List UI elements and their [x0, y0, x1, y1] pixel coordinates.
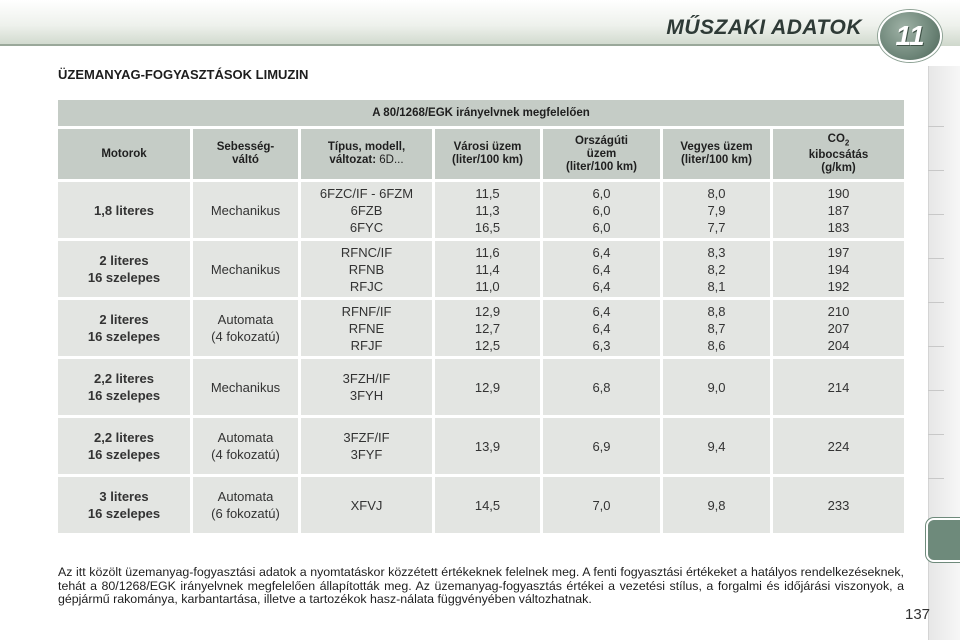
column-header-type — [301, 129, 435, 179]
cell-urban-value: 12,5 — [474, 337, 501, 353]
footnote-text: Az itt közölt üzemanyag-fogyasztási adatok a nyomtatáskor közzétett értékeknek felelnek meg. A fenti fogyasztási értékeket a hatályos rendelkezéseknek, tehát a 80/1268/EGK irányelvnek megfelelően állapították meg. Az üzemanyag-fogyasztás értékei a vezetési stílus, a forgalmi és időjárási viszonyok, a gépjármű rakománya, karbantartása, illetve a tartozékok hasz-nálata függvényében változhatnak. — [58, 565, 904, 606]
cell-co2-value: 207 — [827, 320, 850, 336]
cell-type-value: 6FZC/IF - 6FZM — [319, 185, 414, 201]
cell-urban — [435, 418, 543, 474]
cell-combined-value: 8,8 — [707, 303, 726, 319]
cell-type-value: 6FZB — [350, 202, 383, 218]
table-row — [58, 477, 904, 533]
cell-gearbox-line: (4 fokozatú) — [211, 329, 280, 344]
cell-co2 — [773, 359, 904, 415]
cell-extra-urban — [543, 477, 663, 533]
cell-urban-value: 11,5 — [475, 185, 500, 201]
cell-urban-value: 11,3 — [475, 202, 500, 218]
cell-extra-urban-value: 7,0 — [592, 497, 611, 513]
cell-combined-value: 7,7 — [707, 219, 726, 235]
fuel-consumption-table — [58, 97, 904, 536]
cell-co2 — [773, 477, 904, 533]
column-header-type-line: változat: — [329, 154, 377, 166]
table-row — [58, 300, 904, 356]
cell-motor-line: 16 szelepes — [87, 506, 161, 521]
cell-gearbox — [193, 418, 301, 474]
cell-motor-line: 2,2 literes — [94, 430, 154, 445]
page-number: 137 — [905, 606, 931, 623]
cell-combined-value: 8,3 — [707, 244, 726, 260]
cell-type — [301, 359, 435, 415]
cell-co2-value: 204 — [827, 337, 850, 353]
cell-gearbox — [193, 241, 301, 297]
cell-gearbox — [193, 477, 301, 533]
column-header-combined — [663, 129, 773, 179]
cell-urban — [435, 359, 543, 415]
cell-urban-value: 13,9 — [474, 438, 501, 454]
chapter-tab-divider — [928, 478, 944, 479]
cell-extra-urban-value: 6,4 — [592, 244, 611, 260]
cell-extra-urban — [543, 359, 663, 415]
cell-combined-value: 8,0 — [707, 185, 726, 201]
cell-extra-urban-value: 6,9 — [592, 438, 611, 454]
cell-co2 — [773, 418, 904, 474]
table-row — [58, 359, 904, 415]
cell-extra-urban — [543, 241, 663, 297]
cell-extra-urban-value: 6,3 — [592, 337, 611, 353]
cell-extra-urban — [543, 182, 663, 238]
cell-combined — [663, 241, 773, 297]
cell-urban — [435, 300, 543, 356]
cell-co2-value: 224 — [827, 438, 850, 454]
cell-gearbox-line: Automata — [217, 312, 274, 327]
cell-type-value: RFJF — [350, 337, 383, 353]
cell-combined-value: 9,0 — [707, 379, 726, 395]
cell-type-value: 3FZF/IF — [343, 430, 390, 445]
cell-extra-urban-value: 6,4 — [592, 261, 611, 277]
table-row — [58, 418, 904, 474]
column-header-co2-prefix: CO — [827, 132, 845, 145]
cell-motor — [58, 359, 193, 415]
column-header-extra-urban — [543, 129, 663, 179]
table-body — [58, 182, 904, 533]
cell-type — [301, 418, 435, 474]
cell-co2 — [773, 241, 904, 297]
cell-extra-urban — [543, 300, 663, 356]
cell-combined-value: 8,6 — [707, 337, 726, 353]
cell-type-value: XFVJ — [350, 497, 383, 513]
cell-type — [301, 477, 435, 533]
chapter-title: MŰSZAKI ADATOK — [666, 16, 862, 39]
cell-combined — [663, 300, 773, 356]
column-header-motor-label: Motorok — [101, 147, 147, 160]
cell-motor-line: 3 literes — [99, 489, 149, 504]
column-header-combined-line: Vegyes üzem — [680, 141, 753, 153]
cell-type — [301, 300, 435, 356]
cell-gearbox-line: (6 fokozatú) — [211, 506, 280, 521]
cell-co2-value: 187 — [827, 202, 850, 218]
cell-type-value: RFNC/IF — [340, 244, 393, 260]
section-title: ÜZEMANYAG-FOGYASZTÁSOK LIMUZIN — [58, 67, 309, 82]
table-row — [58, 182, 904, 238]
cell-gearbox — [193, 182, 301, 238]
table-row — [58, 241, 904, 297]
column-header-motor — [58, 129, 193, 179]
cell-motor — [58, 182, 193, 238]
cell-type-value: 3FZH/IF — [342, 371, 391, 386]
column-header-gearbox-line: váltó — [232, 154, 259, 166]
cell-urban-value: 12,7 — [474, 320, 501, 336]
cell-type-value: 3FYH — [349, 388, 384, 403]
chapter-number-badge-icon — [878, 10, 942, 62]
cell-motor-line: 16 szelepes — [87, 270, 161, 285]
cell-combined — [663, 418, 773, 474]
cell-motor-line: 16 szelepes — [87, 329, 161, 344]
column-header-extra-line: üzem — [586, 147, 617, 160]
cell-type-value: 3FYF — [350, 447, 383, 462]
column-header-type-line: Típus, modell, — [327, 141, 406, 153]
cell-motor-line: 2 literes — [99, 253, 149, 268]
table-group-header: A 80/1268/EGK irányelvnek megfelelően — [58, 100, 904, 126]
cell-type-value: RFNB — [348, 261, 385, 277]
chapter-tab-divider — [928, 434, 944, 435]
cell-co2-value: 194 — [827, 261, 850, 277]
column-header-urban-line: (liter/100 km) — [452, 154, 523, 166]
column-header-urban — [435, 129, 543, 179]
cell-type — [301, 182, 435, 238]
cell-motor-line: 1,8 literes — [94, 202, 154, 218]
cell-extra-urban-value: 6,4 — [592, 303, 611, 319]
cell-co2-value: 197 — [827, 244, 850, 260]
cell-co2-value: 210 — [827, 303, 850, 319]
cell-gearbox-line: Automata — [217, 430, 274, 445]
cell-extra-urban-value: 6,4 — [592, 278, 611, 294]
cell-motor — [58, 241, 193, 297]
cell-co2-value: 214 — [827, 379, 850, 395]
cell-co2-value: 192 — [827, 278, 850, 294]
cell-motor-line: 16 szelepes — [87, 388, 161, 403]
cell-type — [301, 241, 435, 297]
cell-combined-value: 8,2 — [707, 261, 726, 277]
cell-combined-value: 7,9 — [707, 202, 726, 218]
chapter-tab-divider — [928, 258, 944, 259]
cell-urban-value: 11,6 — [475, 244, 500, 260]
column-header-extra-line: Országúti — [574, 134, 629, 147]
column-header-co2-subscript: 2 — [844, 138, 850, 148]
cell-gearbox-line: (4 fokozatú) — [211, 447, 280, 462]
column-header-type-suffix: 6D... — [379, 154, 404, 166]
cell-urban — [435, 241, 543, 297]
chapter-tab-divider — [928, 214, 944, 215]
cell-gearbox-line: Automata — [217, 489, 274, 504]
column-header-co2-line: (g/km) — [821, 162, 856, 175]
cell-urban-value: 12,9 — [474, 303, 501, 319]
cell-type-value: RFNF/IF — [341, 303, 392, 319]
cell-combined — [663, 477, 773, 533]
cell-motor — [58, 300, 193, 356]
cell-extra-urban-value: 6,8 — [592, 379, 611, 395]
cell-urban-value: 11,0 — [475, 278, 500, 294]
cell-extra-urban-value: 6,0 — [592, 185, 611, 201]
cell-urban-value: 16,5 — [474, 219, 501, 235]
cell-extra-urban-value: 6,0 — [592, 202, 611, 218]
column-header-urban-line: Városi üzem — [453, 141, 522, 153]
column-header-gearbox — [193, 129, 301, 179]
chapter-tab-icon[interactable] — [926, 518, 960, 562]
chapter-tab-divider — [928, 170, 944, 171]
cell-combined — [663, 359, 773, 415]
cell-motor — [58, 477, 193, 533]
cell-co2 — [773, 300, 904, 356]
cell-co2-value: 233 — [827, 497, 850, 513]
column-header-co2 — [773, 129, 904, 179]
header-divider — [0, 44, 880, 46]
cell-urban-value: 12,9 — [474, 379, 501, 395]
cell-extra-urban-value: 6,4 — [592, 320, 611, 336]
column-header-combined-line: (liter/100 km) — [681, 154, 752, 166]
cell-combined-value: 8,7 — [707, 320, 726, 336]
cell-combined-value: 8,1 — [707, 278, 726, 294]
cell-extra-urban — [543, 418, 663, 474]
cell-urban-value: 14,5 — [474, 497, 501, 513]
chapter-tab-divider — [928, 302, 944, 303]
cell-co2-value: 183 — [827, 219, 850, 235]
cell-gearbox-line: Mechanikus — [210, 202, 281, 218]
cell-co2 — [773, 182, 904, 238]
chapter-tab-divider — [928, 390, 944, 391]
cell-gearbox — [193, 359, 301, 415]
column-header-gearbox-line: Sebesség- — [216, 141, 275, 153]
chapter-tab-divider — [928, 346, 944, 347]
cell-co2-value: 190 — [827, 185, 850, 201]
cell-combined — [663, 182, 773, 238]
cell-urban — [435, 477, 543, 533]
cell-urban-value: 11,4 — [475, 261, 500, 277]
cell-motor-line: 2,2 literes — [94, 371, 154, 386]
cell-extra-urban-value: 6,0 — [592, 219, 611, 235]
cell-gearbox-line: Mechanikus — [210, 261, 281, 277]
cell-type-value: RFNE — [348, 320, 385, 336]
column-header-co2-line: kibocsátás — [808, 149, 869, 162]
cell-type-value: RFJC — [349, 278, 384, 294]
cell-motor-line: 2 literes — [99, 312, 149, 327]
cell-combined-value: 9,4 — [707, 438, 726, 454]
cell-motor — [58, 418, 193, 474]
cell-motor-line: 16 szelepes — [87, 447, 161, 462]
cell-urban — [435, 182, 543, 238]
chapter-tab-divider — [928, 126, 944, 127]
column-header-extra-line: (liter/100 km) — [566, 160, 637, 173]
cell-type-value: 6FYC — [349, 219, 384, 235]
cell-gearbox — [193, 300, 301, 356]
cell-combined-value: 9,8 — [707, 497, 726, 513]
cell-gearbox-line: Mechanikus — [210, 379, 281, 395]
chapter-number: 11 — [895, 20, 925, 51]
